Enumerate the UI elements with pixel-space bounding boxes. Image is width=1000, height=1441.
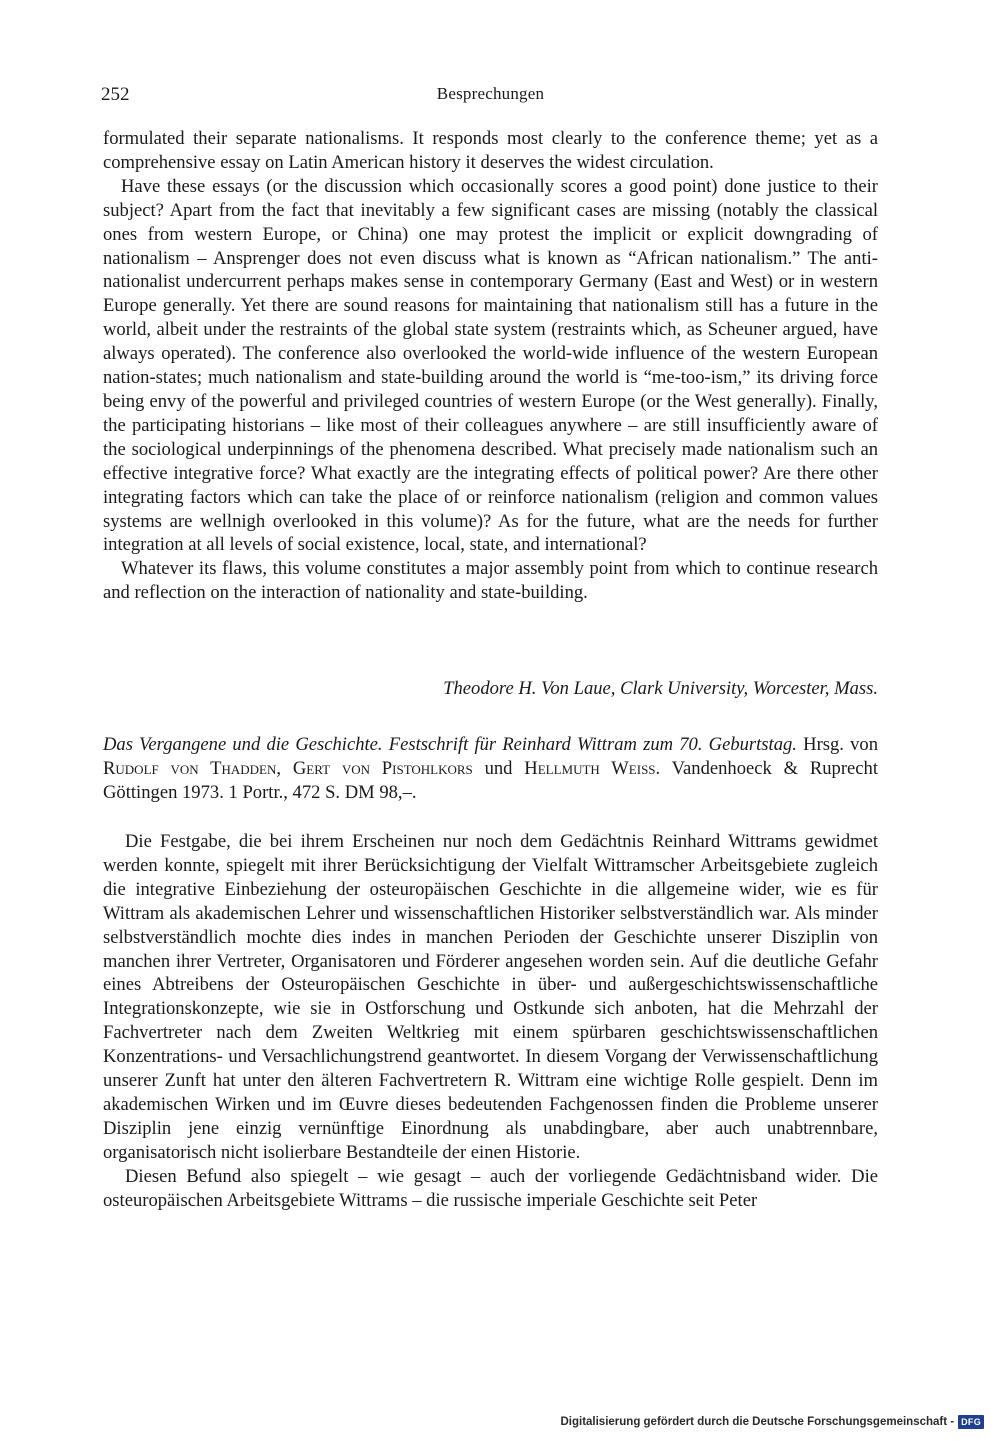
review-one-paragraph-3: Whatever its flaws, this volume constitutes a major assembly point from which to continue research and reflection on the interaction of nationality and state-building.	[103, 558, 878, 604]
book-title: Das Vergangene und die Geschichte. Festschrift für Reinhard Wittram zum 70. Geburtstag.	[103, 734, 797, 755]
review-one-paragraph-1: formulated their separate nationalisms. It responds most clearly to the conference theme; yet as a comprehensive essay on Latin American history it deserves the widest circulation.	[103, 128, 878, 173]
editor-separator: ,	[276, 758, 293, 779]
running-head: Besprechungen	[436, 84, 545, 103]
editor-name: Rudolf von Thadden	[103, 758, 277, 779]
page-number: 252	[101, 84, 130, 105]
digitization-footer	[560, 1415, 984, 1429]
book-entry	[103, 733, 878, 805]
review-one-body	[103, 127, 878, 605]
page-header	[101, 84, 880, 110]
review-signature: Theodore H. Von Laue, Clark University, Worcester, Mass.	[443, 678, 878, 699]
review-two-paragraph-1: Die Festgabe, die bei ihrem Erscheinen nur noch dem Gedächtnis Reinhard Wittrams gewidmet werden konnte, spiegelt mit ihrer Berücksichtigung der Vielfalt Wittramscher Arbeitsgebiete zugleich die integrative Einbeziehung der osteuropäischen Geschichte in die allgemeine wider, wie es für Wittram als akademischen Lehrer und wissenschaftlichen Historiker selbstverständlich war. Als minder selbstverständlich mochte dies indes in manchen Perioden der Geschichte unserer Disziplin von manchen ihrer Vertreter, Organisatoren und Förderer angesehen worden sein. Auf die deutliche Gefahr eines Abtreibens der Osteuropäischen Geschichte in über- und außergeschichtswissenschaftliche Integrationskonzepte, wie sie in Ostforschung und Ostkunde sich anboten, hat die Mehrzahl der Fachvertreter nach dem Zweiten Weltkrieg mit einem spürbaren geschichtswissenschaftlichen Konzentrations- und Versachlichungstrend geantwortet. In diesem Vorgang der Verwissenschaftlichung unserer Zunft hat unter den älteren Fachvertretern R. Wittram eine wichtige Rolle gespielt. Denn im akademischen Wirken und im Œuvre dieses bedeutenden Fachgenossen finden die Probleme unserer Disziplin jene einzig vernünftige Einordnung als unabdingbare, aber auch unabtrennbare, organisatorisch nicht isolierbare Bestandteile der einen Historie.	[103, 831, 878, 1163]
dfg-logo-icon: DFG	[958, 1415, 984, 1429]
editor-name: Hellmuth Weiss	[524, 758, 656, 779]
editor-prefix: Hrsg. von	[803, 734, 879, 755]
review-two-paragraph-2: Diesen Befund also spiegelt – wie gesagt – auch der vorliegende Gedächtnisband wider. Die osteuropäischen Arbeitsgebiete Wittrams – die russische imperiale Geschichte seit Peter	[103, 1165, 878, 1211]
editor-name: Gert von Pistohlkors	[292, 758, 473, 779]
review-two-body	[103, 830, 878, 1213]
publisher-info: . Vandenhoeck & Ruprecht Göttingen 1973. 1 Portr., 472 S. DM 98,–.	[103, 758, 879, 803]
digitization-credit: Digitalisierung gefördert durch die Deutsche Forschungsgemeinschaft -	[560, 1416, 955, 1428]
review-one-paragraph-2: Have these essays (or the discussion which occasionally scores a good point) done justice to their subject? Apart from the fact that inevitably a few significant cases are missing (notably the classical ones from western Europe, or China) one may protest the implicit or explicit downgrading of nationalism – Ansprenger does not even discuss what is known as “African nationalism.” The anti-nationalist undercurrent perhaps makes sense in contemporary Germany (East and West) or in western Europe generally. Yet there are sound reasons for maintaining that nationalism still has a future in the world, albeit under the restraints of the global state system (restraints which, as Scheuner argued, have always operated). The conference also overlooked the world-wide influence of the western European nation-states; much nationalism and state-building around the world is “me-too-ism,” its driving force being envy of the powerful and privileged countries of western Europe (or the West generally). Finally, the participating historians – like most of their colleagues anywhere – are still insufficiently aware of the sociological underpinnings of the phenomena described. What precisely made nationalism such an effective integrative force? What exactly are the integrating effects of political power? Are there other integrating factors which can take the place of or reinforce nationalism (religion and common values systems are wellnigh overlooked in this volume)? As for the future, what are the needs for further integration at all levels of social existence, local, state, and international?	[103, 175, 878, 556]
editor-separator: und	[472, 758, 525, 779]
